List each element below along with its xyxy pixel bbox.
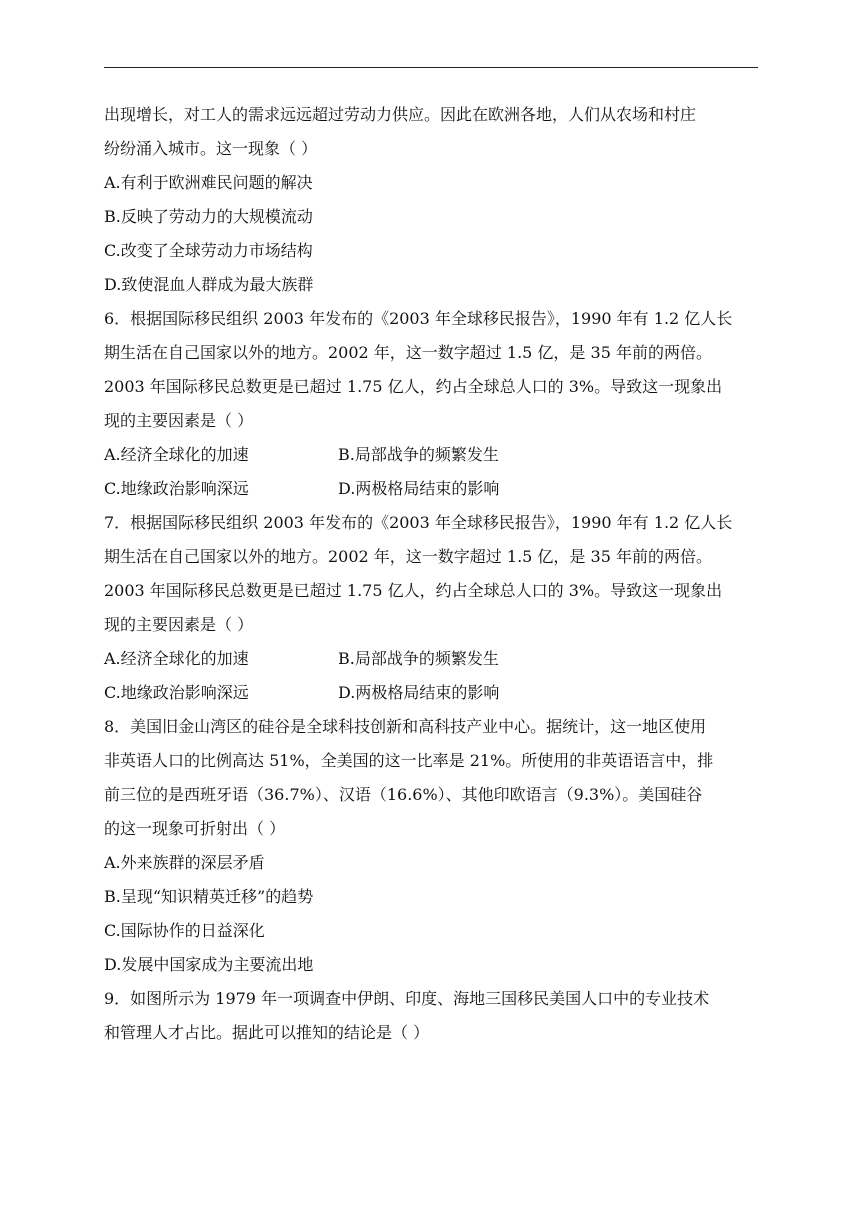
option-d: D.发展中国家成为主要流出地 [104,955,314,974]
question-8 [104,710,764,982]
option-c: C.国际协作的日益深化 [104,921,265,940]
option-d: D.两极格局结束的影响 [338,683,500,702]
option-d: D.两极格局结束的影响 [338,479,500,498]
question-text-line: 纷纷涌入城市。这一现象（ ） [104,139,318,158]
option-b: B.反映了劳动力的大规模流动 [104,207,313,226]
question-6 [104,302,764,506]
header-rule [104,67,758,68]
option-a: A.经济全球化的加速 [104,445,249,464]
question-text-line: 期生活在自己国家以外的地方。2002 年，这一数字超过 1.5 亿，是 35 年前的两倍。 [104,547,712,566]
question-text-line: 8．美国旧金山湾区的硅谷是全球科技创新和高科技产业中心。据统计，这一地区使用 [104,717,707,736]
question-9 [104,982,764,1050]
option-d: D.致使混血人群成为最大族群 [104,275,314,294]
question-text-line: 出现增长，对工人的需求远远超过劳动力供应。因此在欧洲各地，人们从农场和村庄 [104,105,697,124]
question-text-line: 和管理人才占比。据此可以推知的结论是（ ） [104,1023,430,1042]
option-row [104,676,764,710]
question-text-line: 现的主要因素是（ ） [104,411,254,430]
question-text-line: 2003 年国际移民总数更是已超过 1.75 亿人，约占全球总人口的 3%。导致这一现象出 [104,581,723,600]
question-text-line: 现的主要因素是（ ） [104,615,254,634]
question-5-continuation [104,98,764,302]
document-body [104,98,764,1050]
option-a: A.外来族群的深层矛盾 [104,853,265,872]
question-text-line: 6．根据国际移民组织 2003 年发布的《2003 年全球移民报告》，1990 年有 1.2 亿人长 [104,309,733,328]
option-row [104,642,764,676]
question-text-line: 前三位的是西班牙语（36.7%）、汉语（16.6%）、其他印欧语言（9.3%）。美国硅谷 [104,785,703,804]
option-a: A.有利于欧洲难民问题的解决 [104,173,313,192]
option-b: B.呈现“知识精英迁移”的趋势 [104,887,314,906]
option-c: C.地缘政治影响深远 [104,479,249,498]
option-row [104,438,764,472]
question-7 [104,506,764,710]
question-text-line: 期生活在自己国家以外的地方。2002 年，这一数字超过 1.5 亿，是 35 年前的两倍。 [104,343,712,362]
question-text-line: 的这一现象可折射出（ ） [104,819,286,838]
option-c: C.地缘政治影响深远 [104,683,249,702]
option-b: B.局部战争的频繁发生 [338,445,499,464]
option-row [104,472,764,506]
question-text-line: 9．如图所示为 1979 年一项调查中伊朗、印度、海地三国移民美国人口中的专业技术 [104,989,710,1008]
question-text-line: 7．根据国际移民组织 2003 年发布的《2003 年全球移民报告》，1990 年有 1.2 亿人长 [104,513,733,532]
question-text-line: 2003 年国际移民总数更是已超过 1.75 亿人，约占全球总人口的 3%。导致这一现象出 [104,377,723,396]
option-b: B.局部战争的频繁发生 [338,649,499,668]
option-c: C.改变了全球劳动力市场结构 [104,241,313,260]
option-a: A.经济全球化的加速 [104,649,249,668]
question-text-line: 非英语人口的比例高达 51%，全美国的这一比率是 21%。所使用的非英语语言中，排 [104,751,714,770]
